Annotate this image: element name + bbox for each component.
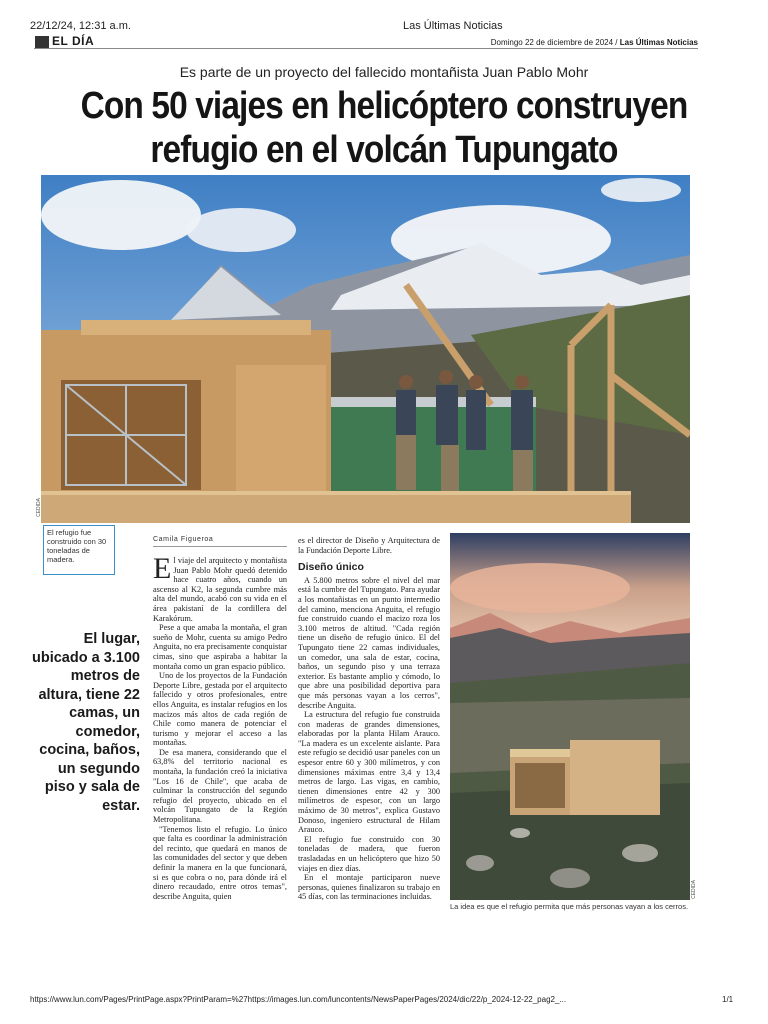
col2-paragraph-0: es el director de Diseño y Arquitectura de la Fundación Deporte Libre. (298, 536, 440, 555)
photo1-caption: El refugio fue construido con 30 toneladas de madera. (43, 525, 115, 575)
section-marker-icon (35, 36, 49, 48)
print-page-title: Las Últimas Noticias (403, 20, 503, 32)
article-kicker: Es parte de un proyecto del fallecido montañista Juan Pablo Mohr (179, 64, 589, 80)
photo2-caption: La idea es que el refugio permita que más personas vayan a los cerros. (450, 902, 689, 911)
headline-line-2: refugio en el volcán Tupungato (150, 129, 618, 171)
col2-paragraph-4: En el montaje participaron nueve personas, quienes finalizaron su trabajo en 45 días, con las terminaciones incluidas. (298, 873, 440, 902)
col2-paragraph-1: A 5.800 metros sobre el nivel del mar está la cumbre del Tupungato. Para ayudar a los montañistas en un punto intermedio del camino, menciona Anguita, el refugio fue construido cuando el macizo roza los 3.100 metros de altitud. "Cada región tiene un diseño de refugio único. El del Tupungato tiene 22 camas individuales, un comedor, una sala de estar, cocina, baños, un segundo piso y una terraza exterior. Es bastante amplio y cómodo, lo que abre una posibilidad deportiva para que más personas vayan a los cerros", describe Anguita. (298, 575, 440, 710)
col2-paragraph-2: La estructura del refugio fue construida con maderas de grandes dimensiones, elaboradas por la planta Hilam Arauco. "La madera es un excelente aislante. Para este refugio se decidió usar paneles con un espesor entre 60 y 300 milímetros, y con dimensiones máximas entre 3,4 y 13,4 metros de largo. Las vigas, en cambio, tienen dimensiones entre 42 y 300 milímetros de espesor, con un largo máximo de 30 metros", explica Gustavo Donoso, ingeniero estructural de Hilam Arauco. (298, 710, 440, 835)
section-label: EL DÍA (52, 34, 95, 48)
print-url: https://www.lun.com/Pages/PrintPage.aspx?PrintParam=%27https://images.lun.com/luncontents/NewsPaperPages/2024/dic/22/p_2024-12-22_pag2_... (30, 995, 567, 1004)
print-page-count: 1/1 (722, 995, 734, 1004)
header-rule (34, 48, 698, 49)
secondary-photo-illustration (450, 533, 690, 900)
main-photo-illustration (41, 175, 690, 523)
secondary-photo (450, 533, 690, 900)
byline-rule (153, 546, 287, 547)
pull-quote: El lugar, ubicado a 3.100 metros de altura, tiene 22 camas, un comedor, cocina, baños, un segundo piso y sala de estar. (32, 631, 140, 814)
article-column-1 (153, 552, 287, 901)
col2-paragraph-3: El refugio fue construido con 30 toneladas de madera, que fueron trasladadas en un helicóptero que hizo 50 viajes en diez días. (298, 834, 440, 873)
drop-cap: E (153, 552, 172, 585)
col1-paragraph-1: El viaje del arquitecto y montañista Juan Pablo Mohr quedó detenido hace cuatro años, cuando un ascenso al K2, la segunda cumbre más alta del mundo, acabó con su vida en el área pakistaní de la cordillera del Karakórum. (153, 552, 287, 623)
dateline-separator: / (615, 38, 618, 47)
photo1-credit: CEDIDA (36, 498, 42, 517)
col1-paragraph-2: Pese a que amaba la montaña, el gran sueño de Mohr, cuenta su amigo Pedro Anguita, no era precisamente conquistar cimas, sino que aspiraba a habitar la montaña como un gran espacio público. (153, 623, 287, 671)
paper-name: Las Últimas Noticias (619, 38, 698, 47)
article-headline (64, 84, 705, 172)
headline-line-1: Con 50 viajes en helicóptero construyen (80, 85, 688, 127)
photo2-credit: CEDIDA (691, 880, 697, 899)
paper-date: Domingo 22 de diciembre de 2024 (490, 38, 614, 47)
paper-dateline (491, 38, 698, 47)
article-column-2 (298, 536, 440, 902)
byline: Camila Figueroa (153, 536, 214, 543)
main-photo (41, 175, 690, 523)
print-datetime: 22/12/24, 12:31 a.m. (30, 20, 131, 32)
col1-paragraph-3: Uno de los proyectos de la Fundación Deporte Libre, gestada por el arquitecto fallecido y otros profesionales, entre ellos Anguita, es instalar refugios en los macizos más altos de cada región de Chile como manera de potenciar el turismo y mejorar el acceso a las montañas. (153, 671, 287, 748)
col1-paragraph-5: "Tenemos listo el refugio. Lo único que falta es coordinar la administración del recinto, que quedará en manos de las comunidades del sector y que deben definir la manera en la que funcionará, si es que cobra o no, para dónde irá el dinero recaudado, entre otros temas", describe Anguita, quien (153, 824, 287, 901)
col2-subhead: Diseño único (298, 561, 364, 574)
col1-paragraph-4: De esa manera, considerando que el 63,8% del territorio nacional es montaña, la fundación creó la iniciativa "Los 16 de Chile", que acaba de culminar la construcción del segundo refugio del proyecto, ubicado en el volcán Tupungato de la Región Metropolitana. (153, 747, 287, 825)
